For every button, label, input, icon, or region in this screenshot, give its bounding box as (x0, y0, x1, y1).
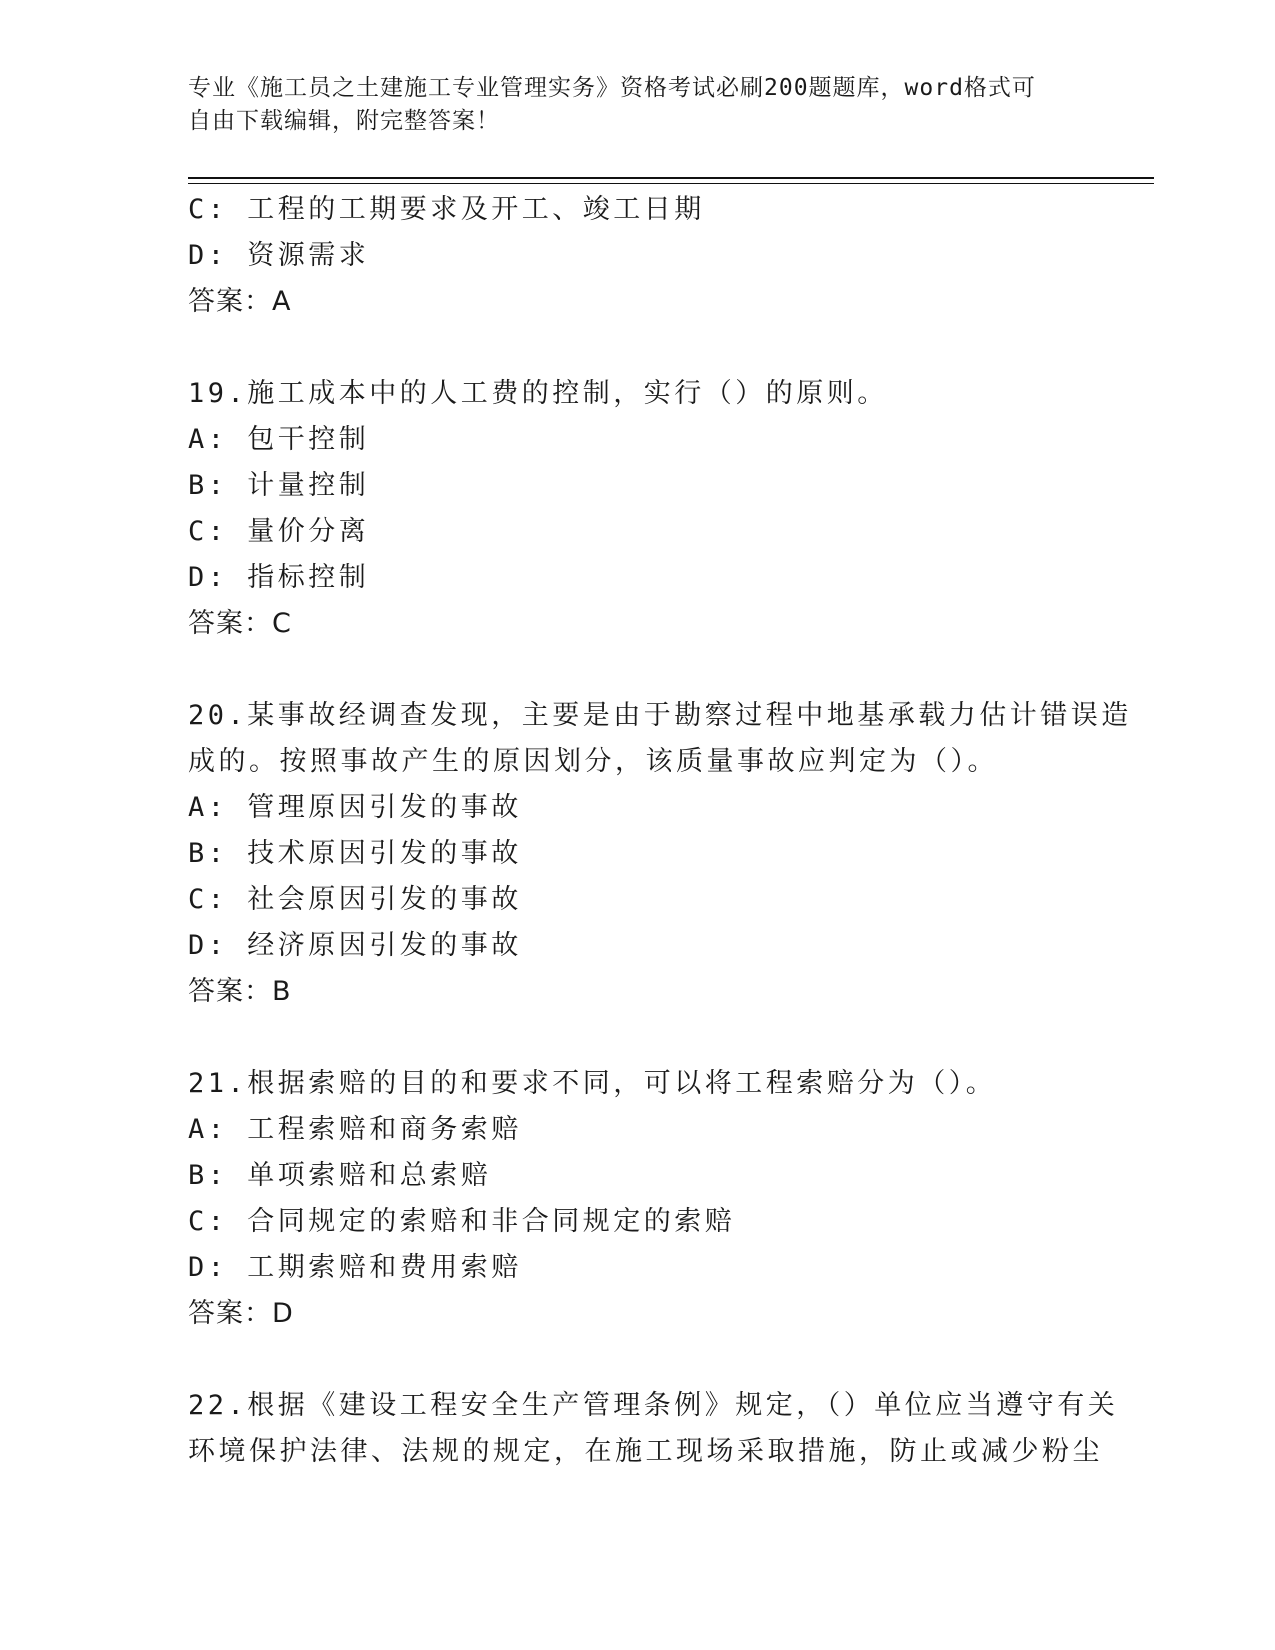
option-a: A: 包干控制 (188, 424, 370, 455)
question-21 (188, 1061, 1088, 1337)
option-c: C: 量价分离 (188, 516, 370, 547)
option-a: A: 工程索赔和商务索赔 (188, 1114, 522, 1145)
option-a: A: 管理原因引发的事故 (188, 792, 522, 823)
option-d: D: 工期索赔和费用索赔 (188, 1252, 522, 1283)
header-divider-thick (188, 177, 1154, 179)
option-c: C: 社会原因引发的事故 (188, 884, 522, 915)
spacer (188, 325, 1088, 371)
question-stem: 19.施工成本中的人工费的控制，实行（）的原则。 (188, 378, 888, 409)
answer-line: 答案：B (188, 976, 292, 1007)
question-19 (188, 371, 1088, 647)
spacer (188, 647, 1088, 693)
document-header (188, 72, 1088, 138)
answer-line: 答案：D (188, 1298, 294, 1329)
spacer (188, 1015, 1088, 1061)
answer-line: 答案：C (188, 608, 292, 639)
question-22 (188, 1383, 1119, 1475)
header-line-2: 自由下载编辑，附完整答案！ (188, 108, 500, 134)
header-divider-thin (188, 183, 1154, 184)
question-stem-line-2: 成的。按照事故产生的原因划分，该质量事故应判定为（）。 (188, 746, 998, 777)
question-stem-line-1: 20.某事故经调查发现，主要是由于勘察过程中地基承载力估计错误造 (188, 700, 1132, 731)
prev-question-block (188, 187, 1088, 325)
answer-line: 答案：A (188, 286, 292, 317)
option-c: C: 工程的工期要求及开工、竣工日期 (188, 194, 705, 225)
question-stem-line-1: 22.根据《建设工程安全生产管理条例》规定，（）单位应当遵守有关 (188, 1390, 1119, 1421)
question-20 (188, 693, 1132, 1015)
option-d: D: 指标控制 (188, 562, 370, 593)
question-content (188, 187, 1132, 1475)
question-stem: 21.根据索赔的目的和要求不同，可以将工程索赔分为（）。 (188, 1068, 997, 1099)
option-d: D: 资源需求 (188, 240, 370, 271)
option-b: B: 单项索赔和总索赔 (188, 1160, 492, 1191)
option-b: B: 技术原因引发的事故 (188, 838, 522, 869)
option-b: B: 计量控制 (188, 470, 370, 501)
header-line-1: 专业《施工员之土建施工专业管理实务》资格考试必刷200题题库，word格式可 (188, 75, 1036, 101)
spacer (188, 1337, 1088, 1383)
question-stem-line-2: 环境保护法律、法规的规定，在施工现场采取措施，防止或减少粉尘 (188, 1436, 1103, 1467)
option-c: C: 合同规定的索赔和非合同规定的索赔 (188, 1206, 736, 1237)
option-d: D: 经济原因引发的事故 (188, 930, 522, 961)
